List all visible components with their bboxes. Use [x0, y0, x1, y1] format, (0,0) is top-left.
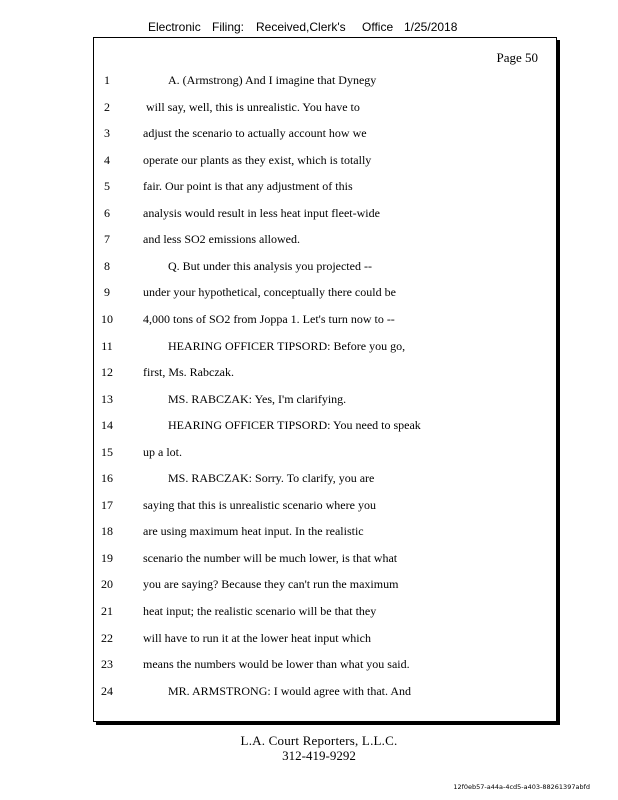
line-number: 20	[101, 577, 113, 591]
transcript-line: will have to run it at the lower heat input which	[143, 631, 371, 645]
transcript-line: will say, well, this is unrealistic. You have to	[146, 100, 360, 114]
line-number: 1	[104, 73, 110, 87]
transcript-line: saying that this is unrealistic scenario where you	[143, 498, 376, 512]
line-number: 15	[101, 445, 113, 459]
transcript-line: you are saying? Because they can't run the maximum	[143, 577, 399, 591]
transcript-line: and less SO2 emissions allowed.	[143, 232, 300, 246]
transcript-line: heat input; the realistic scenario will be that they	[143, 604, 377, 618]
transcript-line: operate our plants as they exist, which is totally	[143, 153, 372, 167]
transcript-line: scenario the number will be much lower, is that what	[143, 551, 398, 565]
line-number: 12	[101, 365, 113, 379]
filing-header-received: Received,Clerk's	[256, 20, 346, 34]
line-number: 19	[101, 551, 113, 565]
line-number: 10	[101, 312, 113, 326]
line-number: 22	[101, 631, 113, 645]
transcript-line: are using maximum heat input. In the realistic	[143, 524, 364, 538]
transcript-line: MS. RABCZAK: Sorry. To clarify, you are	[168, 471, 375, 485]
line-number: 18	[101, 524, 113, 538]
line-number: 11	[101, 339, 113, 353]
page-number: Page 50	[496, 50, 538, 65]
filing-header-date: 1/25/2018	[404, 20, 458, 34]
transcript-line: HEARING OFFICER TIPSORD: Before you go,	[168, 339, 406, 353]
transcript-line: up a lot.	[143, 445, 182, 459]
transcript-line: adjust the scenario to actually account how we	[143, 126, 367, 140]
transcript-line: analysis would result in less heat input fleet-wide	[143, 206, 380, 220]
filing-header-filing: Filing:	[212, 20, 245, 34]
transcript-line: HEARING OFFICER TIPSORD: You need to speak	[168, 418, 421, 432]
transcript-line: fair. Our point is that any adjustment of this	[143, 179, 353, 193]
line-number: 9	[104, 285, 110, 299]
line-number: 16	[101, 471, 113, 485]
line-number: 5	[104, 179, 110, 193]
transcript-line: means the numbers would be lower than what you said.	[143, 657, 410, 671]
line-number: 21	[101, 604, 113, 618]
line-number: 24	[101, 684, 113, 698]
line-number: 13	[101, 392, 113, 406]
line-number: 4	[104, 153, 110, 167]
transcript-line: Q. But under this analysis you projected --	[168, 259, 372, 273]
transcript-line: A. (Armstrong) And I imagine that Dynegy	[168, 73, 377, 87]
transcript-line: under your hypothetical, conceptually there could be	[143, 285, 396, 299]
filing-header-office: Office	[362, 20, 394, 34]
line-number: 6	[104, 206, 110, 220]
line-number: 17	[101, 498, 113, 512]
line-number: 23	[101, 657, 113, 671]
transcript-line: first, Ms. Rabczak.	[143, 365, 234, 379]
line-number: 2	[104, 100, 110, 114]
transcript-line: MS. RABCZAK: Yes, I'm clarifying.	[168, 392, 347, 406]
line-number: 8	[104, 259, 110, 273]
line-number: 3	[104, 126, 110, 140]
filing-header-electronic: Electronic	[148, 20, 201, 34]
transcript-line: 4,000 tons of SO2 from Joppa 1. Let's turn now to --	[143, 312, 395, 326]
transcript-line: MR. ARMSTRONG: I would agree with that. And	[168, 684, 411, 698]
line-number: 7	[104, 232, 110, 246]
line-number: 14	[101, 418, 113, 432]
document-hash: 12f0eb57-a44a-4cd5-a403-88261397abfd	[453, 783, 590, 791]
court-reporter-phone: 312-419-9292	[282, 748, 356, 763]
court-reporter-name: L.A. Court Reporters, L.L.C.	[240, 733, 398, 748]
